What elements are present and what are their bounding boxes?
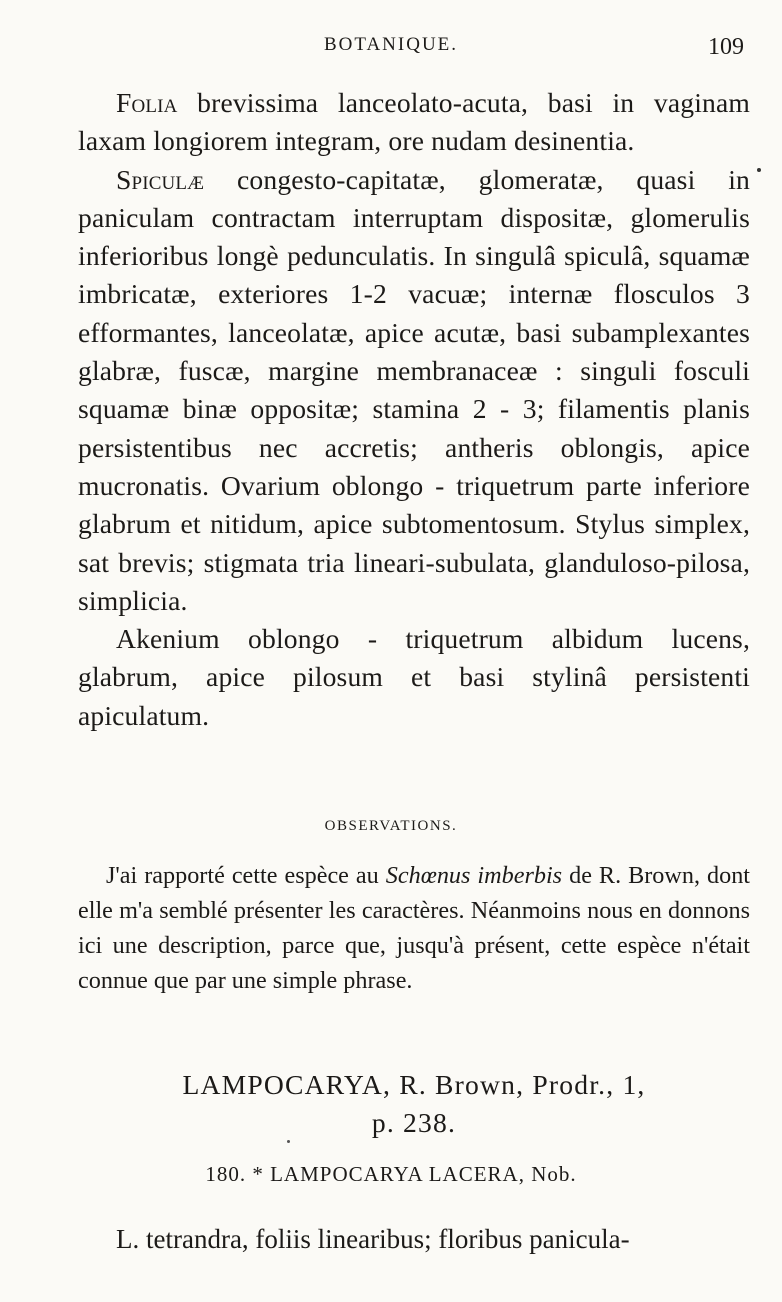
spiculae-text: congesto-capitatæ, glomeratæ, quasi in paniculam contractam interruptam dispositæ, glomerulis inferioribus longè pedunculatis. In singulâ spiculâ, squamæ imbricatæ, exteriores 1-2 vacuæ; internæ flosculos 3 efformantes, lanceolatæ, apice acutæ, basi subamplexantes glabræ, fuscæ, margine membranaceæ : singuli fosculi squamæ binæ oppositæ; stamina 2 - 3; filamentis planis persistentibus nec accretis; antheris oblongis, apice mucronatis. Ovarium oblongo - triquetrum parte inferiore glabrum et nitidum, apice subtomentosum. Stylus simplex, sat brevis; stigmata tria lineari-subulata, glanduloso-pilosa, simplicia. [78, 163, 750, 616]
genus-title-line1: LAMPOCARYA, R. Brown, Prodr., 1, [182, 1069, 646, 1100]
species-description-line: L. tetrandra, foliis linearibus; floribus panicula- [116, 1224, 630, 1254]
observations-text [78, 858, 750, 998]
genus-title [78, 1066, 750, 1142]
observations-text-after: de R. Brown, dont elle m'a semblé présenter les caractères. Néanmoins nous en donnons ici une description, parce que, jusqu'à présent, cette espèce n'était connue que par une simple phrase. [78, 862, 751, 994]
observations-species-name: Schœnus imberbis [385, 862, 563, 889]
ink-speck [757, 168, 761, 172]
latin-description [78, 84, 750, 735]
species-description [78, 1220, 750, 1258]
genus-title-line2: p. 238. [371, 1107, 457, 1138]
folia-paragraph [78, 84, 750, 161]
observations-paragraph [78, 858, 750, 998]
spiculae-lead: Spiculæ [116, 163, 205, 195]
running-head: BOTANIQUE. [323, 34, 459, 55]
folia-lead: Folia [116, 87, 178, 118]
page-header [0, 34, 782, 64]
page-number: 109 [708, 34, 744, 60]
spiculae-paragraph [78, 161, 750, 621]
folia-text: brevissima lanceolato-acuta, basi in vaginam laxam longiorem integram, ore nudam desinentia. [78, 87, 750, 157]
observations-heading: OBSERVATIONS. [324, 818, 458, 834]
species-heading: 180. * LAMPOCARYA LACERA, Nob. [205, 1162, 577, 1186]
ink-dot [287, 1140, 290, 1143]
akenium-paragraph: Akenium oblongo - triquetrum albidum lucens, glabrum, apice pilosum et basi stylinâ persistenti apiculatum. [78, 623, 750, 731]
observations-text-before: J'ai rapporté cette espèce au [106, 862, 386, 889]
